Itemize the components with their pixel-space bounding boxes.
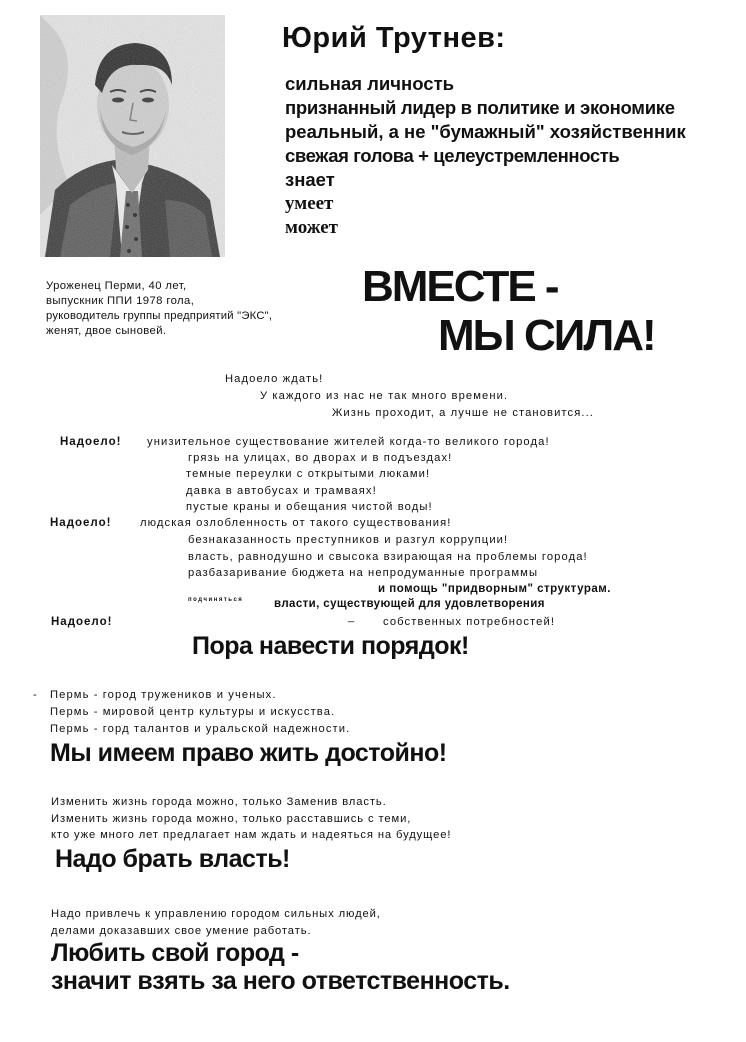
candidate-portrait (40, 15, 225, 257)
complaint-line: власти, существующей для удовлетворения (274, 598, 545, 610)
biography (46, 279, 272, 339)
complaint-dash: _ (348, 611, 356, 623)
complaint-line: власть, равнодушно и свысока взирающая на проблемы города! (188, 551, 588, 563)
complaint-line: грязь на улицах, во дворах и в подъездах! (188, 452, 453, 464)
complaint-line: давка в автобусах и трамваях! (186, 485, 377, 497)
complaint-line: собственных потребностей! (383, 616, 556, 628)
perm-dash: - (33, 689, 38, 701)
right-heading: Мы имеем право жить достойно! (50, 739, 447, 767)
bio-line: женят, двое сыновей. (46, 325, 167, 337)
qualities-list (285, 72, 686, 240)
complaint-line: безнаказанность преступников и разгул коррупции! (188, 534, 509, 546)
complaint-label: Надоело! (51, 616, 113, 628)
order-heading: Пора навести порядок! (192, 632, 469, 660)
bio-line: Уроженец Перми, 40 лет, (46, 280, 187, 292)
complaint-line: темные переулки с открытыми люками! (186, 468, 431, 480)
change-line: Изменить жизнь города можно, только расставшись с теми, (51, 813, 412, 825)
quality-item: умеет (285, 193, 334, 214)
quality-item: знает (285, 169, 335, 190)
quality-item: признанный лидер в политике и экономике (285, 97, 675, 118)
final-line: Любить свой город - (51, 939, 299, 967)
complaint-label: Надоело! (50, 517, 112, 529)
change-line: Изменить жизнь города можно, только Заменив власть. (51, 796, 387, 808)
quality-item: может (285, 217, 339, 238)
take-power-heading: Надо брать власть! (55, 845, 290, 873)
perm-line: Пермь - мировой центр культуры и искусства. (50, 706, 336, 718)
complaint-line: пустые краны и обещания чистой воды! (186, 501, 433, 513)
bio-line: руководитель группы предприятий "ЭКС", (46, 310, 273, 322)
slogan-line-2: МЫ СИЛА! (438, 311, 655, 360)
complaint-small-word: подчиняться (188, 597, 244, 603)
complaint-line: разбазаривание бюджета на непродуманные программы (188, 567, 539, 579)
perm-line: Пермь - город тружеников и ученых. (50, 689, 277, 701)
intro-line: Жизнь проходит, а лучше не становится... (332, 407, 594, 419)
quality-item: сильная личность (285, 73, 455, 94)
complaint-label: Надоело! (60, 436, 122, 448)
complaint-line: унизительное существование жителей когда-то великого города! (147, 436, 550, 448)
quality-item: свежая голова + целеустремленность (285, 145, 620, 166)
complaint-line: и помощь "придворным" структурам. (378, 583, 611, 595)
slogan-line-1: ВМЕСТЕ - (362, 262, 558, 311)
quality-item: реальный, а не "бумажный" хозяйственник (285, 121, 686, 142)
change-line: кто уже много лет предлагает нам ждать и надеяться на будущее! (51, 829, 452, 841)
intro-line: Надоело ждать! (225, 373, 324, 385)
final-line: значит взять за него ответственность. (51, 967, 510, 995)
complaint-line: людская озлобленность от такого существования! (140, 517, 452, 529)
candidate-name-title: Юрий Трутнев: (282, 22, 506, 54)
attract-line: делами доказавших свое умение работать. (51, 925, 312, 937)
bio-line: выпускник ППИ 1978 гола, (46, 295, 195, 307)
perm-line: Пермь - горд талантов и уральской надежности. (50, 723, 351, 735)
attract-line: Надо привлечь к управлению городом сильных людей, (51, 908, 381, 920)
intro-line: У каждого из нас не так много времени. (260, 390, 509, 402)
